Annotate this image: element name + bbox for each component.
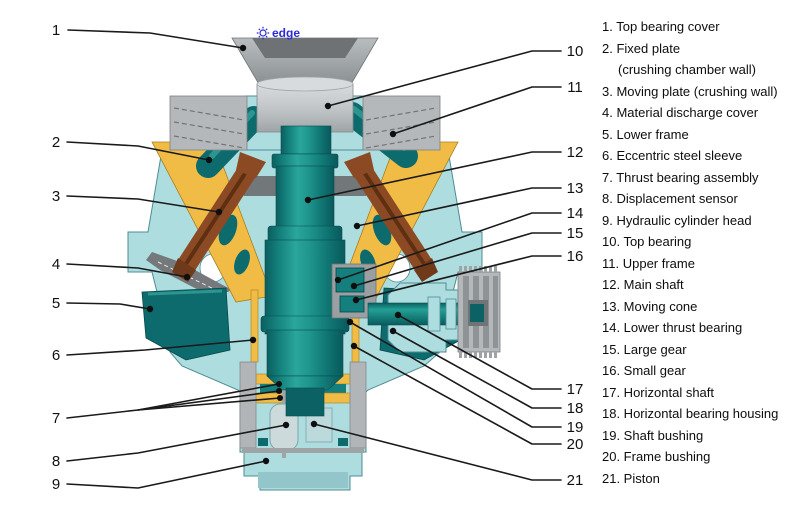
callout-6: 6 [51, 347, 61, 364]
callout-10: 10 [566, 43, 584, 60]
callout-20: 20 [566, 436, 584, 453]
legend-item-continuation: (crushing chamber wall) [618, 62, 756, 77]
callout-21: 21 [566, 472, 584, 489]
legend-item: 17. Horizontal shaft [602, 384, 715, 400]
legend-item: 2. Fixed plate [602, 40, 681, 56]
legend-item: 10. Top bearing [602, 234, 692, 249]
gear-icon [257, 27, 269, 39]
callout-13: 13 [566, 180, 584, 197]
legend-item: 9. Hydraulic cylinder head [602, 212, 752, 228]
callout-5: 5 [51, 295, 61, 312]
callout-9: 9 [51, 476, 61, 493]
legend-item: 5. Lower frame [602, 126, 689, 142]
callout-8: 8 [51, 453, 61, 470]
legend-item: 1. Top bearing cover [602, 19, 720, 34]
legend-item: 7. Thrust bearing assembly [602, 169, 759, 185]
legend-item: 11. Upper frame [602, 255, 695, 271]
callout-3: 3 [51, 188, 61, 205]
callout-2: 2 [51, 134, 61, 151]
legend-item: 4. Material discharge cover [602, 105, 759, 120]
legend-item: 12. Main shaft [602, 277, 684, 292]
callout-1: 1 [51, 22, 61, 39]
hydraulic-cylinder-head [258, 472, 348, 488]
watermark [257, 26, 301, 40]
legend-item: 14. Lower thrust bearing [602, 320, 743, 335]
legend-item: 6. Eccentric steel sleeve [602, 148, 743, 163]
callout-11: 11 [567, 79, 583, 96]
legend-item: 19. Shaft bushing [602, 427, 704, 443]
watermark-label: edge [272, 26, 301, 40]
legend-item: 15. Large gear [602, 341, 687, 357]
callout-19: 19 [566, 419, 584, 436]
callout-17: 17 [566, 381, 584, 398]
callout-7: 7 [51, 410, 61, 427]
legend-item: 18. Horizontal bearing housing [602, 406, 779, 421]
legend-item: 13. Moving cone [602, 298, 698, 314]
callout-16: 16 [566, 248, 584, 265]
legend-item: 21. Piston [602, 470, 660, 486]
callout-4: 4 [51, 256, 61, 273]
belt-pulley [458, 266, 500, 358]
callout-15: 15 [566, 225, 584, 242]
legend-item: 8. Displacement sensor [602, 191, 738, 206]
callout-14: 14 [566, 205, 584, 222]
legend-item: 3. Moving plate (crushing wall) [602, 83, 778, 99]
legend-item: 16. Small gear [602, 363, 686, 378]
callout-18: 18 [566, 400, 584, 417]
parts-legend [602, 16, 799, 489]
callout-12: 12 [566, 144, 584, 161]
legend-item: 20. Frame bushing [602, 449, 711, 464]
top-bearing-cover [257, 77, 353, 132]
